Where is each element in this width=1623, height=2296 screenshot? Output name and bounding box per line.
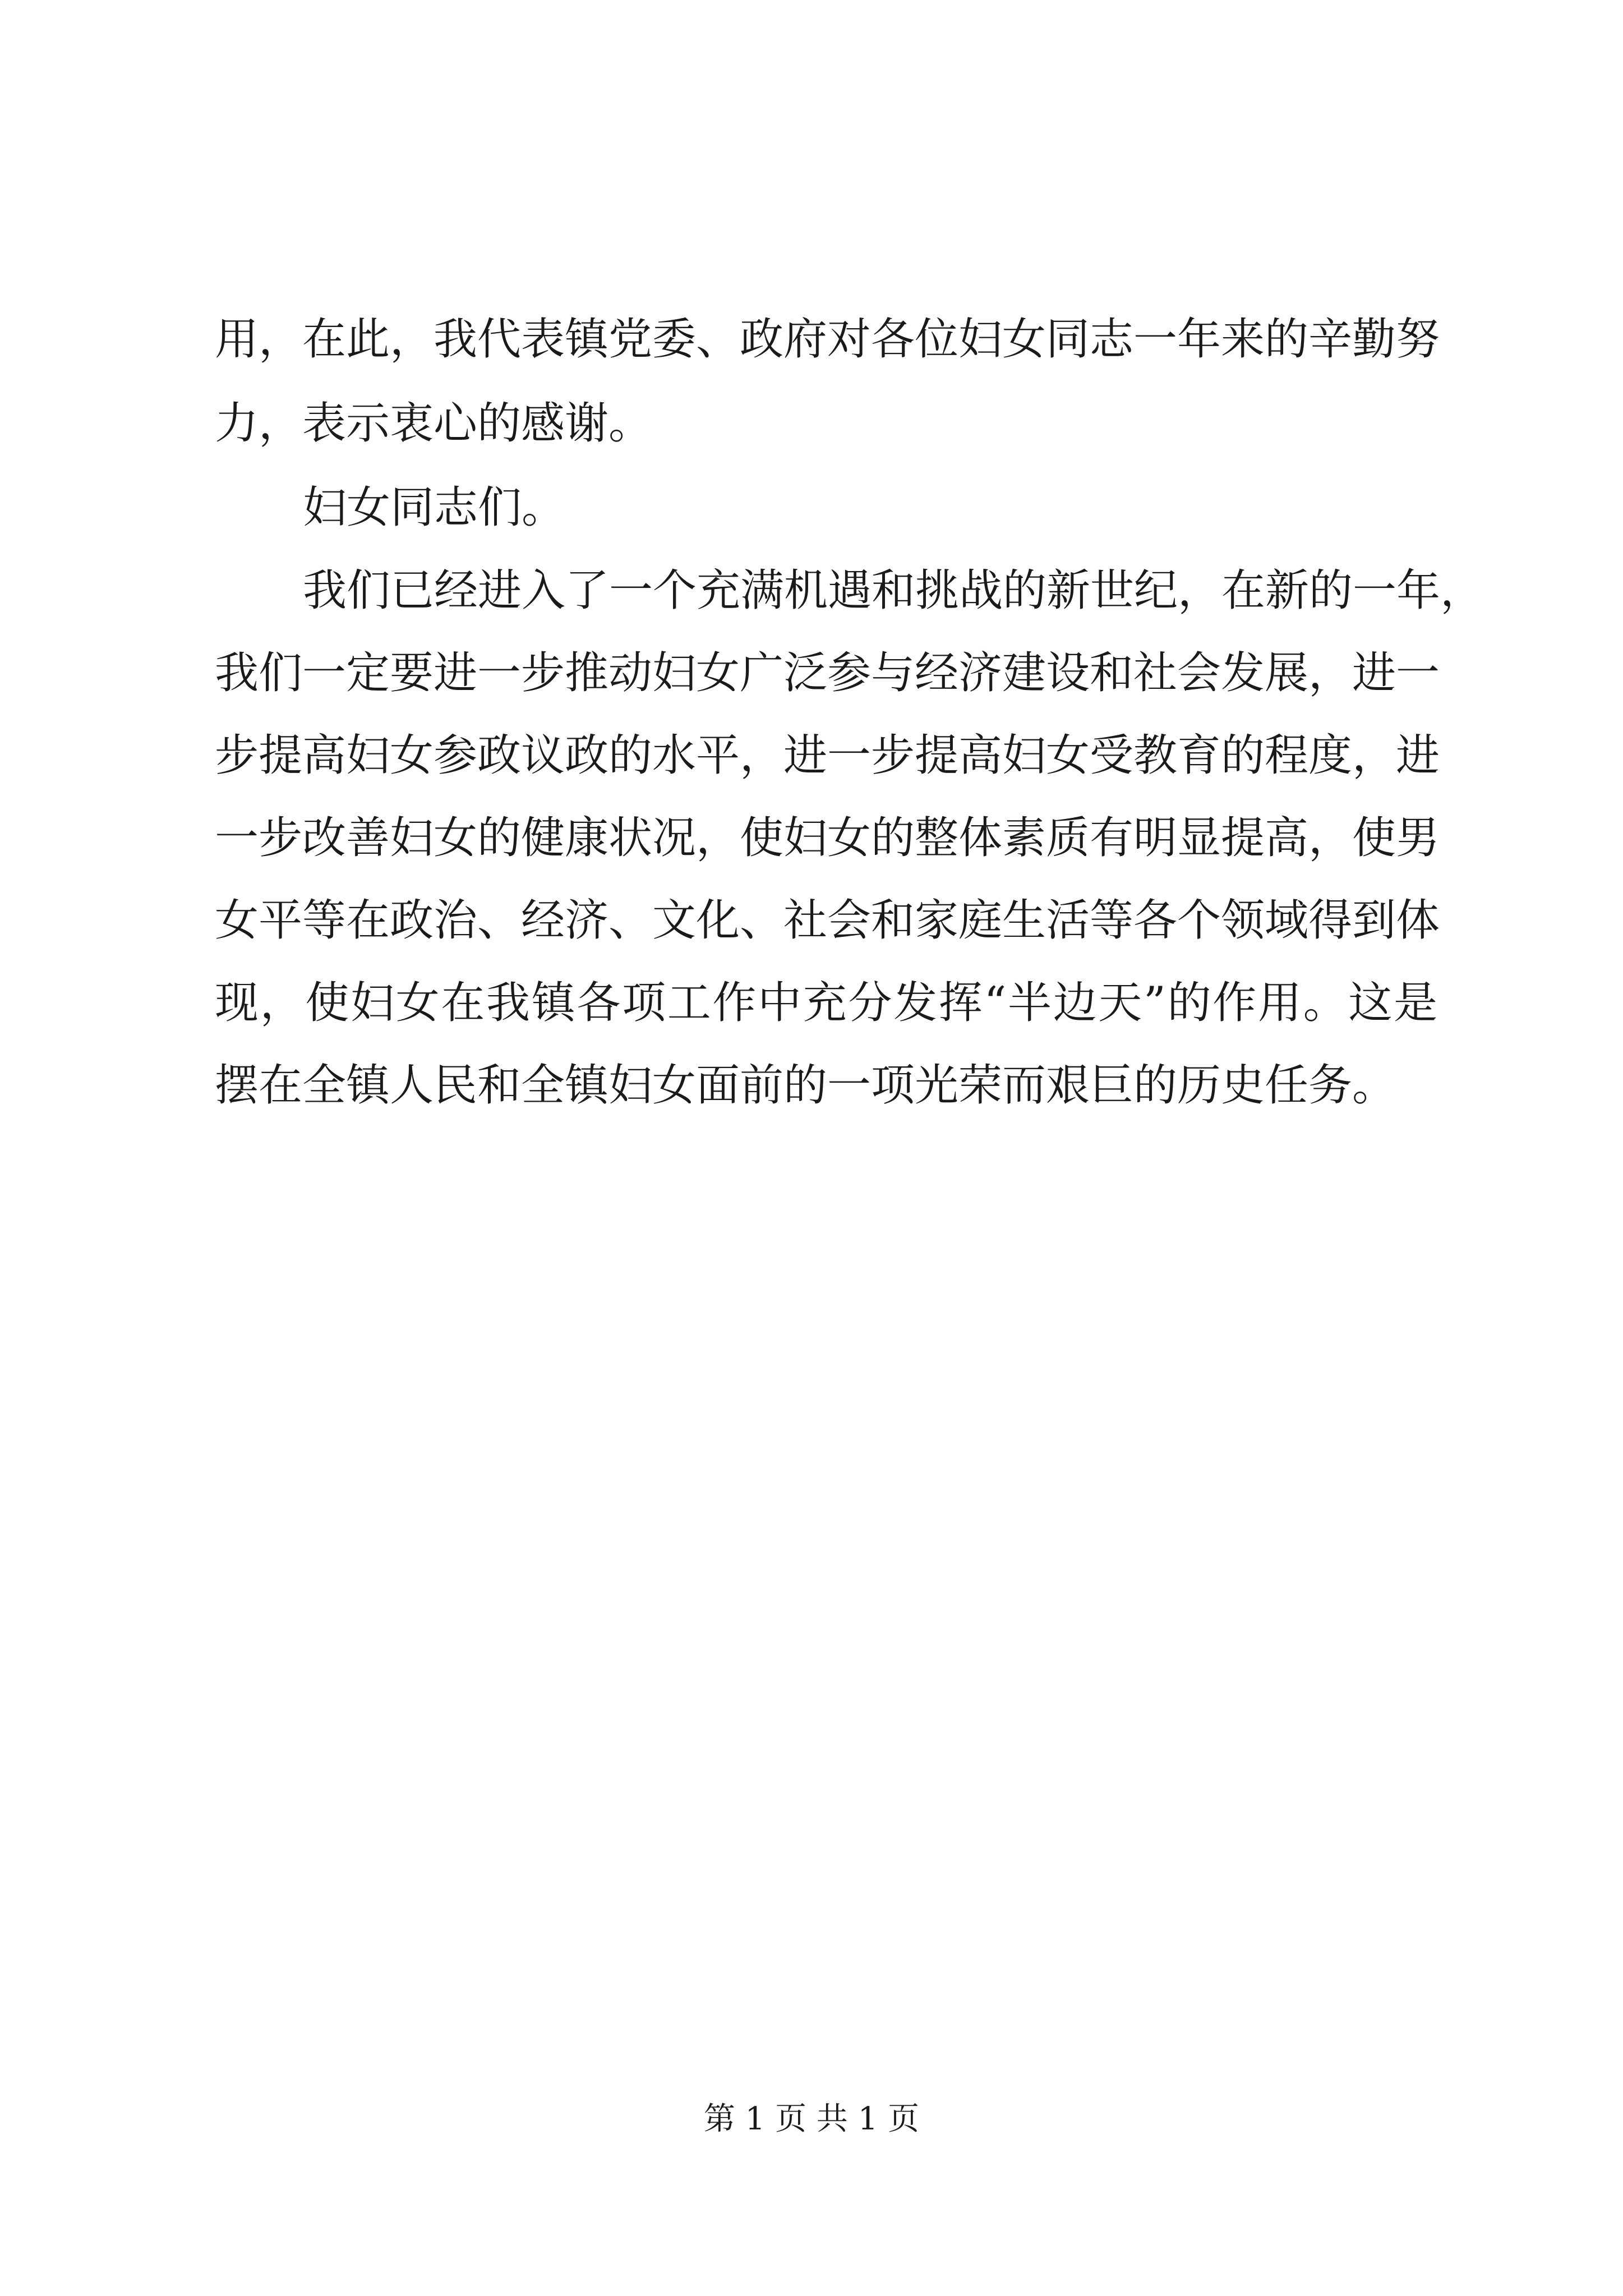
paragraph-3-line-3: 步提高妇女参政议政的水平，进一步提高妇女受教育的程度，进 — [215, 730, 1440, 781]
page-number-footer: 第 1 页 共 1 页 — [703, 2101, 920, 2137]
paragraph-1-line-2: 力，表示衷心的感谢。 — [215, 398, 653, 449]
paragraph-1-line-1: 用，在此，我代表镇党委、政府对各位妇女同志一年来的辛勤努 — [215, 314, 1440, 365]
paragraph-2-line-1: 妇女同志们。 — [303, 482, 566, 533]
paragraph-3-line-7: 摆在全镇人民和全镇妇女面前的一项光荣而艰巨的历史任务。 — [215, 1060, 1396, 1111]
paragraph-3-line-2: 我们一定要进一步推动妇女广泛参与经济建设和社会发展，进一 — [215, 648, 1440, 698]
paragraph-3-line-4: 一步改善妇女的健康状况，使妇女的整体素质有明显提高，使男 — [215, 813, 1440, 863]
paragraph-3-line-6: 现，使妇女在我镇各项工作中充分发挥“半边天”的作用。这是 — [215, 978, 1437, 1028]
paragraph-3-line-5: 女平等在政治、经济、文化、社会和家庭生活等各个领域得到体 — [215, 895, 1440, 946]
paragraph-3-line-1: 我们已经进入了一个充满机遇和挑战的新世纪，在新的一年， — [303, 565, 1484, 616]
